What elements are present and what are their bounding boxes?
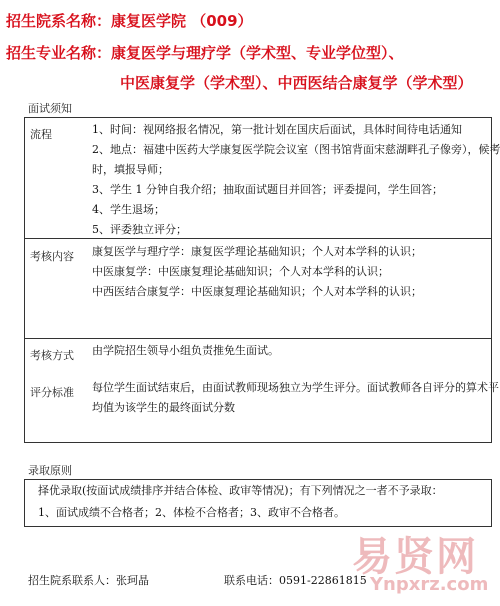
- method-label: 考核方式: [30, 349, 74, 362]
- content-item: 中西医结合康复学：中医康复理论基础知识；个人对本学科的认识；: [92, 285, 422, 298]
- major-name-heading: 招生专业名称：康复医学与理疗学（学术型、专业学位型）、: [6, 44, 404, 62]
- process-label: 流程: [30, 128, 52, 141]
- contact-person: 招生院系联系人：张珂晶: [28, 574, 149, 587]
- content-item: 康复医学与理疗学：康复医学理论基础知识；个人对本学科的认识；: [92, 245, 422, 258]
- process-item: 1、时间：视网络报名情况，第一批计划在国庆后面试，具体时间待电话通知: [92, 123, 462, 136]
- admission-text: [38, 480, 443, 524]
- content-item: 中医康复学：中医康复理论基础知识；个人对本学科的认识；: [92, 265, 389, 278]
- table-divider-2: [24, 338, 492, 339]
- process-item: 5、评委独立评分；: [92, 223, 187, 236]
- admission-line: 1、面试成绩不合格者；2、体检不合格者；3、政审不合格者。: [38, 506, 345, 519]
- admission-line: 择优录取(按面试成绩排序并结合体检、政审等情况)；有下列情况之一者不予录取：: [38, 484, 443, 497]
- process-item: 2、地点：福建中医药大学康复医学院会议室（图书馆背面宋慈湖畔孔子像旁），候考: [92, 143, 500, 156]
- scoring-text: [92, 378, 499, 418]
- process-list: [92, 120, 500, 240]
- scoring-line: 均值为该学生的最终面试分数: [92, 401, 235, 414]
- method-text: 由学院招生领导小组负责推免生面试。: [92, 344, 279, 357]
- process-item: 时，填报导师；: [92, 163, 169, 176]
- contact-phone: 联系电话：0591-22861815: [224, 574, 367, 587]
- admission-title: 录取原则: [28, 464, 72, 477]
- scoring-label: 评分标准: [30, 386, 74, 399]
- major-name-heading-continued: 中医康复学（学术型）、中西医结合康复学（学术型）: [120, 74, 473, 92]
- school-name-heading: 招生院系名称：康复医学院 （009）: [6, 12, 253, 30]
- content-label: 考核内容: [30, 250, 74, 263]
- interview-notice-title: 面试须知: [28, 102, 72, 115]
- watermark-logo: 易贤网: [352, 534, 478, 580]
- scoring-line: 每位学生面试结束后，由面试教师现场独立为学生评分。面试教师各自评分的算术平: [92, 381, 499, 394]
- process-item: 3、学生 1 分钟自我介绍；抽取面试题目并回答；评委提问，学生回答；: [92, 183, 443, 196]
- process-item: 4、学生退场；: [92, 203, 165, 216]
- watermark-url: Ynpxrz.com: [370, 574, 489, 595]
- content-list: [92, 242, 422, 302]
